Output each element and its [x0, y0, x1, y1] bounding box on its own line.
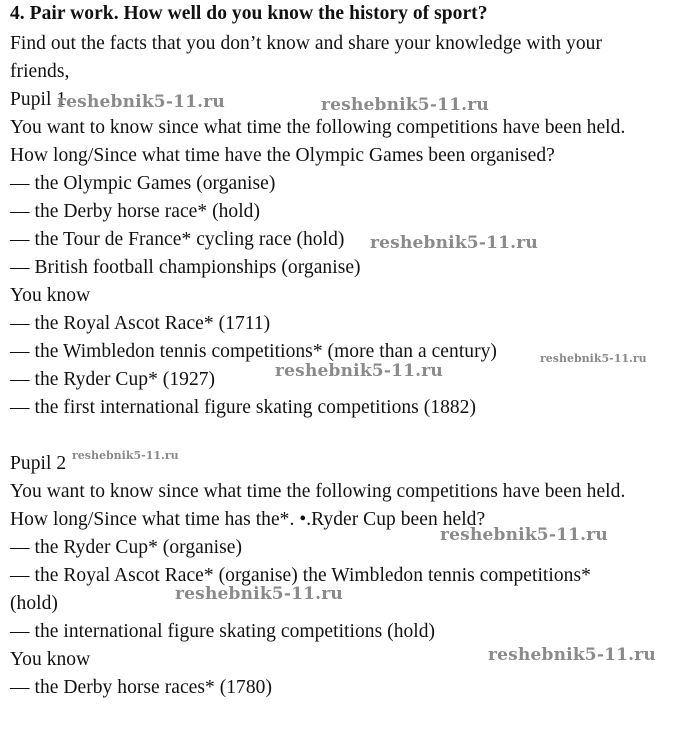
pupil-1-know-item: — the first international figure skating competitions (1882): [10, 397, 477, 418]
pupil-1-task: You want to know since what time the following competitions have been held.: [10, 117, 626, 138]
pupil-2-ask-item: — the Royal Ascot Race* (organise) the Wimbledon tennis competitions*: [10, 565, 591, 586]
watermark: reshebnik5-11.ru: [540, 352, 647, 365]
pupil-2-label: Pupil 2: [10, 453, 67, 474]
watermark: reshebnik5-11.ru: [72, 449, 179, 462]
watermark: reshebnik5-11.ru: [57, 92, 225, 112]
pupil-2-know-item: — the Derby horse races* (1780): [10, 677, 273, 698]
pupil-1-ask-item: — the Derby horse race* (hold): [10, 201, 261, 222]
watermark: reshebnik5-11.ru: [275, 361, 443, 381]
watermark: reshebnik5-11.ru: [488, 645, 656, 665]
pupil-2-ask-item: — the Ryder Cup* (organise): [10, 537, 242, 558]
exercise-heading: 4. Pair work. How well do you know the history of sport?: [10, 3, 488, 24]
watermark: reshebnik5-11.ru: [321, 95, 489, 115]
intro-line-2: friends,: [10, 61, 70, 82]
pupil-2-you-know-label: You know: [10, 649, 91, 670]
pupil-2-task: You want to know since what time the following competitions have been held.: [10, 481, 626, 502]
pupil-1-you-know-label: You know: [10, 285, 91, 306]
watermark: reshebnik5-11.ru: [440, 525, 608, 545]
pupil-2-ask-item: — the international figure skating competitions (hold): [10, 621, 436, 642]
intro-line-1: Find out the facts that you don’t know and share your knowledge with your: [10, 33, 602, 54]
pupil-1-know-item: — the Wimbledon tennis competitions* (more than a century): [10, 341, 497, 362]
pupil-2-question: How long/Since what time has the*. •.Ryder Cup been held?: [10, 509, 486, 530]
watermark: reshebnik5-11.ru: [370, 233, 538, 253]
watermark: reshebnik5-11.ru: [175, 584, 343, 604]
pupil-1-label: Pupil 1: [10, 89, 67, 110]
pupil-1-ask-item: — British football championships (organise): [10, 257, 361, 278]
pupil-1-ask-item: — the Olympic Games (organise): [10, 173, 276, 194]
pupil-1-question: How long/Since what time have the Olympic Games been organised?: [10, 145, 555, 166]
pupil-1-know-item: — the Ryder Cup* (1927): [10, 369, 216, 390]
pupil-2-ask-item-continuation: (hold): [10, 593, 58, 614]
pupil-1-know-item: — the Royal Ascot Race* (1711): [10, 313, 271, 334]
pupil-1-ask-item: — the Tour de France* cycling race (hold): [10, 229, 345, 250]
